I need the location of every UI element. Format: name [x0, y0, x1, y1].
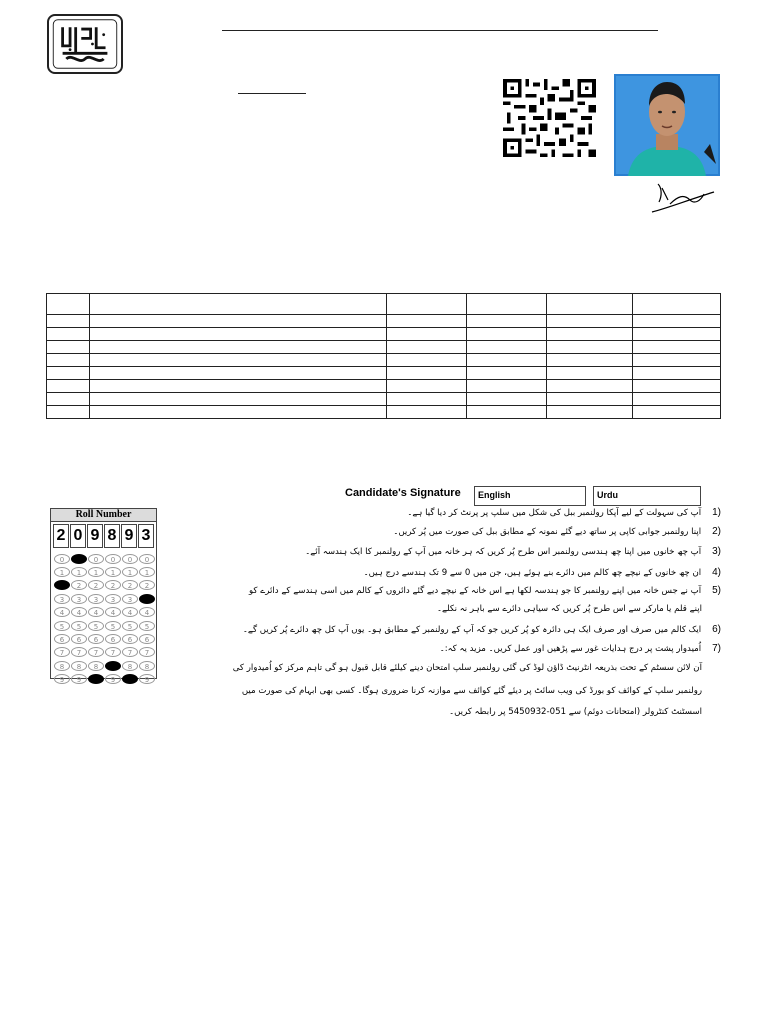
roll-number-title: Roll Number: [51, 509, 156, 522]
bubble[interactable]: 1: [71, 567, 87, 577]
signature-urdu-field[interactable]: [593, 486, 701, 506]
bubble[interactable]: 0: [139, 554, 155, 564]
qr-code-icon: [502, 79, 597, 157]
bubble[interactable]: 9: [71, 674, 87, 684]
bubble[interactable]: 8: [88, 661, 104, 671]
instruction-item: (5 آپ نے جس خانہ میں اپنے رولنمبر کا جو ہندسہ لکھا ہے اس خانہ کے نیچے دیے گئے دائروں کے کالم میں اسی ہندسے کے دائرے کو: [248, 585, 721, 596]
table-row: [47, 341, 721, 354]
bubble[interactable]: 0: [105, 554, 121, 564]
roll-digit: 8: [104, 524, 120, 548]
bubble[interactable]: 5: [105, 621, 121, 631]
bubble[interactable]: 5: [88, 621, 104, 631]
candidate-signature-icon: [648, 178, 720, 218]
bubble[interactable]: 8: [139, 661, 155, 671]
seal-logo-icon: [47, 14, 123, 74]
bubble-grid: [54, 552, 155, 686]
bubble[interactable]: 2: [105, 580, 121, 590]
bubble[interactable]: 0: [54, 554, 70, 564]
roll-digit: 2: [53, 524, 69, 548]
bubble[interactable]: 9: [139, 674, 155, 684]
bubble-filled[interactable]: 8: [105, 661, 121, 671]
bubble-row: [54, 592, 155, 605]
bubble[interactable]: 7: [54, 647, 70, 657]
bubble[interactable]: 3: [71, 594, 87, 604]
bubble-row: [54, 579, 155, 592]
roll-digit: 9: [121, 524, 137, 548]
bubble[interactable]: 5: [54, 621, 70, 631]
bubble[interactable]: 0: [122, 554, 138, 564]
bubble[interactable]: 7: [71, 647, 87, 657]
bubble[interactable]: 4: [139, 607, 155, 617]
bubble[interactable]: 8: [54, 661, 70, 671]
bubble[interactable]: 7: [122, 647, 138, 657]
instruction-item: اسسٹنٹ کنٹرولر (امتحانات دوئم) سے 051-5450932 پر رابطہ کریں۔: [449, 707, 702, 717]
bubble[interactable]: 3: [105, 594, 121, 604]
bubble[interactable]: 8: [122, 661, 138, 671]
bubble[interactable]: 9: [105, 674, 121, 684]
bubble-row: [54, 565, 155, 578]
bubble-filled[interactable]: 0: [71, 554, 87, 564]
bubble[interactable]: 3: [88, 594, 104, 604]
bubble-row: [54, 659, 155, 672]
bubble[interactable]: 4: [122, 607, 138, 617]
roll-number-grid: [50, 508, 157, 685]
instruction-item: آن لائن سسٹم کے تحت بذریعہ انٹرنیٹ ڈاؤن لوڈ کی گئی رولنمبر سلپ امتحان دینے کیلئے قابل قبول ہو گی تاہم مرکز کو اُمیدوار کی: [232, 663, 702, 673]
bubble[interactable]: 8: [71, 661, 87, 671]
roll-number-digits: [53, 524, 154, 548]
bubble-row: [54, 673, 155, 686]
bubble[interactable]: 2: [139, 580, 155, 590]
bubble[interactable]: 4: [105, 607, 121, 617]
candidate-signature-label: Candidate's Signature: [345, 487, 461, 499]
bubble[interactable]: 7: [105, 647, 121, 657]
bubble[interactable]: 6: [105, 634, 121, 644]
table-row: [47, 406, 721, 419]
bubble[interactable]: 1: [54, 567, 70, 577]
bubble[interactable]: 4: [71, 607, 87, 617]
instruction-item: (2 اپنا رولنمبر جوابی کاپی پر ساتھ دیے گئے نمونہ کے مطابق ببل کی صورت میں پُر کریں۔: [393, 526, 721, 537]
table-row: [47, 354, 721, 367]
bubble-row: [54, 646, 155, 659]
table-row: [47, 328, 721, 341]
bubble[interactable]: 2: [122, 580, 138, 590]
bubble[interactable]: 1: [88, 567, 104, 577]
bubble[interactable]: 1: [139, 567, 155, 577]
bubble[interactable]: 0: [88, 554, 104, 564]
bubble[interactable]: 7: [88, 647, 104, 657]
roll-digit: 0: [70, 524, 86, 548]
bubble-filled[interactable]: 9: [122, 674, 138, 684]
bubble-row: [54, 619, 155, 632]
bubble-filled[interactable]: 2: [54, 580, 70, 590]
bubble[interactable]: 3: [54, 594, 70, 604]
instruction-item: (4 ان چھ خانوں کے نیچے چھ کالم میں دائرے بنے ہوئے ہیں، جن میں 0 سے 9 تک ہندسے درج ہیں۔: [363, 567, 721, 578]
bubble-row: [54, 632, 155, 645]
bubble-filled[interactable]: 3: [139, 594, 155, 604]
roll-digit: 3: [138, 524, 154, 548]
bubble[interactable]: 2: [71, 580, 87, 590]
bubble[interactable]: 6: [139, 634, 155, 644]
bubble[interactable]: 1: [105, 567, 121, 577]
bubble[interactable]: 7: [139, 647, 155, 657]
instruction-item: (3 آپ چھ خانوں میں اپنا چھ ہندسی رولنمبر اس طرح پُر کریں کہ ہر خانہ میں آپ کے رولنمبر کا ایک ہندسہ آئے۔: [305, 546, 721, 557]
signature-english-label: English: [478, 490, 511, 500]
bubble[interactable]: 4: [88, 607, 104, 617]
signature-urdu-label: Urdu: [597, 490, 618, 500]
marks-table: [46, 293, 721, 419]
table-row: [47, 393, 721, 406]
instruction-item: اپنے قلم یا مارکر سے اس طرح پُر کریں کہ سیاہی دائرے سے باہر نہ نکلے۔: [436, 604, 702, 614]
header-subtitle-line: [238, 93, 306, 94]
bubble[interactable]: 5: [122, 621, 138, 631]
bubble[interactable]: 3: [122, 594, 138, 604]
signature-english-field[interactable]: [474, 486, 586, 506]
bubble[interactable]: 6: [54, 634, 70, 644]
bubble[interactable]: 6: [71, 634, 87, 644]
roll-digit: 9: [87, 524, 103, 548]
candidate-photo: [614, 74, 720, 176]
bubble[interactable]: 5: [71, 621, 87, 631]
bubble[interactable]: 2: [88, 580, 104, 590]
bubble[interactable]: 9: [54, 674, 70, 684]
bubble-row: [54, 552, 155, 565]
instruction-item: (1 آپ کی سہولت کے لیے آپکا رولنمبر ببل کی شکل میں سلپ پر پرنٹ کر دیا گیا ہے۔: [407, 507, 721, 518]
bubble[interactable]: 4: [54, 607, 70, 617]
bubble-filled[interactable]: 9: [88, 674, 104, 684]
table-header-row: [47, 294, 721, 315]
bubble-row: [54, 606, 155, 619]
instruction-item: (6 ایک کالم میں صرف اور صرف ایک ہی دائرہ کو پُر کریں جو کہ آپ کے رولنمبر کے مطابق ہو۔ یوں آپ کل چھ دائرے پُر کریں گے۔: [242, 624, 721, 635]
table-row: [47, 315, 721, 328]
instruction-item: رولنمبر سلپ کے کوائف کو بورڈ کی ویب سائٹ پر دیئے گئے کوائف سے موازنہ کرنا ضروری ہوگا۔ کسی بھی ابہام کی صورت میں: [241, 686, 702, 696]
table-row: [47, 367, 721, 380]
bubble[interactable]: 6: [122, 634, 138, 644]
bubble[interactable]: 1: [122, 567, 138, 577]
table-row: [47, 380, 721, 393]
header-title-line: [222, 30, 658, 31]
bubble[interactable]: 6: [88, 634, 104, 644]
bubble[interactable]: 5: [139, 621, 155, 631]
instruction-item: (7 اُمیدوار پشت پر درج ہدایات غور سے پڑھیں اور عمل کریں۔ مزید یہ کہ:۔: [439, 643, 721, 654]
